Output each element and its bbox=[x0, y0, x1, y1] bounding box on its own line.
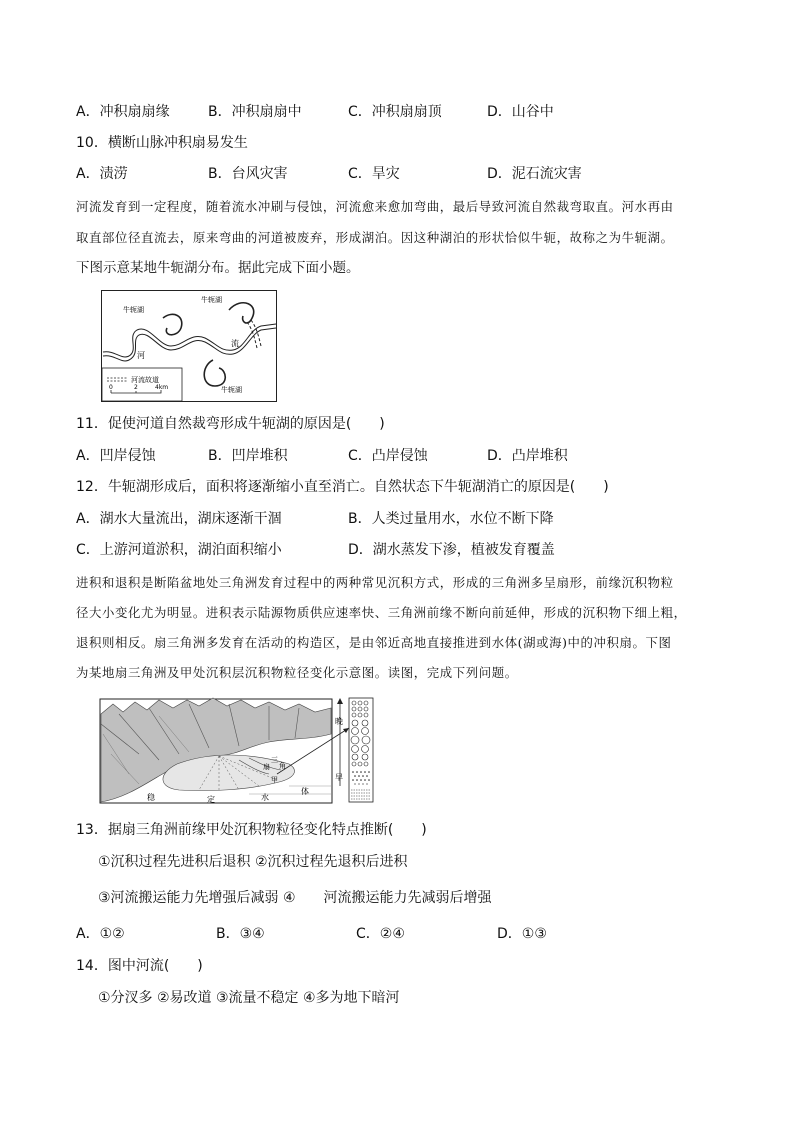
q13-option-a: A．①② bbox=[76, 926, 125, 942]
fan-delta-figure bbox=[99, 694, 379, 806]
q13-choices-2: ③河流搬运能力先增强后减弱 ④ 河流搬运能力先减弱后增强 bbox=[98, 890, 492, 906]
q13-option-c: C．②④ bbox=[356, 926, 405, 942]
scale-4km: 4km bbox=[155, 384, 169, 391]
passage2-line4: 为某地扇三角洲及甲处沉积层沉积物粒径变化示意图。读图，完成下列问题。 bbox=[76, 665, 518, 680]
passage2-line2: 径大小变化尤为明显。进积表示陆源物质供应速率快、三角洲前缘不断向前延伸，形成的沉积物下细上粗， bbox=[76, 605, 687, 620]
label-zao: 早 bbox=[335, 773, 343, 782]
q11-option-c: C．凸岸侵蚀 bbox=[348, 448, 428, 464]
q9-option-d: D．山谷中 bbox=[487, 104, 554, 120]
label-liu: 流 bbox=[231, 339, 239, 348]
oxbow-lake-map bbox=[101, 290, 277, 402]
label-ti: 体 bbox=[301, 787, 309, 796]
q11-stem: 11．促使河道自然裁弯形成牛轭湖的原因是( ) bbox=[76, 416, 385, 432]
scale-2: 2 bbox=[134, 384, 138, 391]
q14-choices-1: ①分汊多 ②易改道 ③流量不稳定 ④多为地下暗河 bbox=[98, 990, 400, 1006]
q11-option-b: B．凹岸堆积 bbox=[208, 448, 288, 464]
passage1-line1: 河流发育到一定程度，随着流水冲刷与侵蚀，河流愈来愈加弯曲，最后导致河流自然裁弯取直。河水再由 bbox=[76, 199, 674, 214]
q10-option-b: B．台风灾害 bbox=[208, 166, 288, 182]
q12-option-b: B．人类过量用水，水位不断下降 bbox=[348, 511, 554, 527]
label-jia: 甲 bbox=[271, 776, 278, 784]
legend-old-channel: 河流故道 bbox=[131, 376, 159, 384]
q13-option-b: B．③④ bbox=[216, 926, 265, 942]
label-oxbow-3: 牛轭湖 bbox=[221, 386, 242, 394]
q10-option-d: D．泥石流灾害 bbox=[487, 166, 582, 182]
label-jiao: 角 bbox=[279, 762, 286, 770]
q10-option-a: A．渍涝 bbox=[76, 166, 128, 182]
passage1-line2: 取直部位径直流去，原来弯曲的河道被废弃，形成湖泊。因这种湖泊的形状恰似牛轭，故称之为牛轭湖。 bbox=[76, 230, 674, 245]
passage2-line1: 进积和退积是断陷盆地处三角洲发育过程中的两种常见沉积方式，形成的三角洲多呈扇形，前缘沉积物粒 bbox=[76, 575, 674, 590]
q14-stem: 14．图中河流( ) bbox=[76, 958, 203, 974]
scale-0: 0 bbox=[109, 384, 113, 391]
q12-option-a: A．湖水大量流出，湖床逐渐干涸 bbox=[76, 511, 282, 527]
label-oxbow-2: 牛轭湖 bbox=[201, 296, 222, 304]
q12-option-c: C．上游河道淤积，湖泊面积缩小 bbox=[76, 542, 282, 558]
q11-option-d: D．凸岸堆积 bbox=[487, 448, 568, 464]
q9-option-a: A．冲积扇扇缘 bbox=[76, 104, 170, 120]
label-shui: 水 bbox=[261, 793, 269, 802]
label-wen: 稳 bbox=[147, 793, 155, 802]
label-wan: 晚 bbox=[335, 717, 343, 726]
q10-option-c: C．旱灾 bbox=[348, 166, 400, 182]
label-san: 三 bbox=[271, 756, 278, 764]
label-fan: 扇 bbox=[263, 763, 270, 771]
q13-option-d: D．①③ bbox=[497, 926, 547, 942]
q12-stem: 12．牛轭湖形成后，面积将逐渐缩小直至消亡。自然状态下牛轭湖消亡的原因是( ) bbox=[76, 479, 609, 495]
q12-option-d: D．湖水蒸发下渗，植被发育覆盖 bbox=[348, 542, 555, 558]
q13-stem: 13．据扇三角洲前缘甲处沉积物粒径变化特点推断( ) bbox=[76, 822, 427, 838]
label-ding: 定 bbox=[207, 795, 215, 804]
passage2-line3: 退积则相反。扇三角洲多发育在活动的构造区，是由邻近高地直接推进到水体(湖或海)中的冲积扇。下图 bbox=[76, 635, 672, 650]
label-oxbow-1: 牛轭湖 bbox=[123, 306, 144, 314]
q13-choices-1: ①沉积过程先进积后退积 ②沉积过程先退积后进积 bbox=[98, 854, 408, 870]
label-he: 河 bbox=[137, 351, 145, 360]
q9-option-c: C．冲积扇扇顶 bbox=[348, 104, 442, 120]
q10-stem: 10．横断山脉冲积扇易发生 bbox=[76, 135, 248, 151]
passage1-line3: 下图示意某地牛轭湖分布。据此完成下面小题。 bbox=[76, 260, 360, 276]
q11-option-a: A．凹岸侵蚀 bbox=[76, 448, 156, 464]
q9-option-b: B．冲积扇扇中 bbox=[208, 104, 302, 120]
